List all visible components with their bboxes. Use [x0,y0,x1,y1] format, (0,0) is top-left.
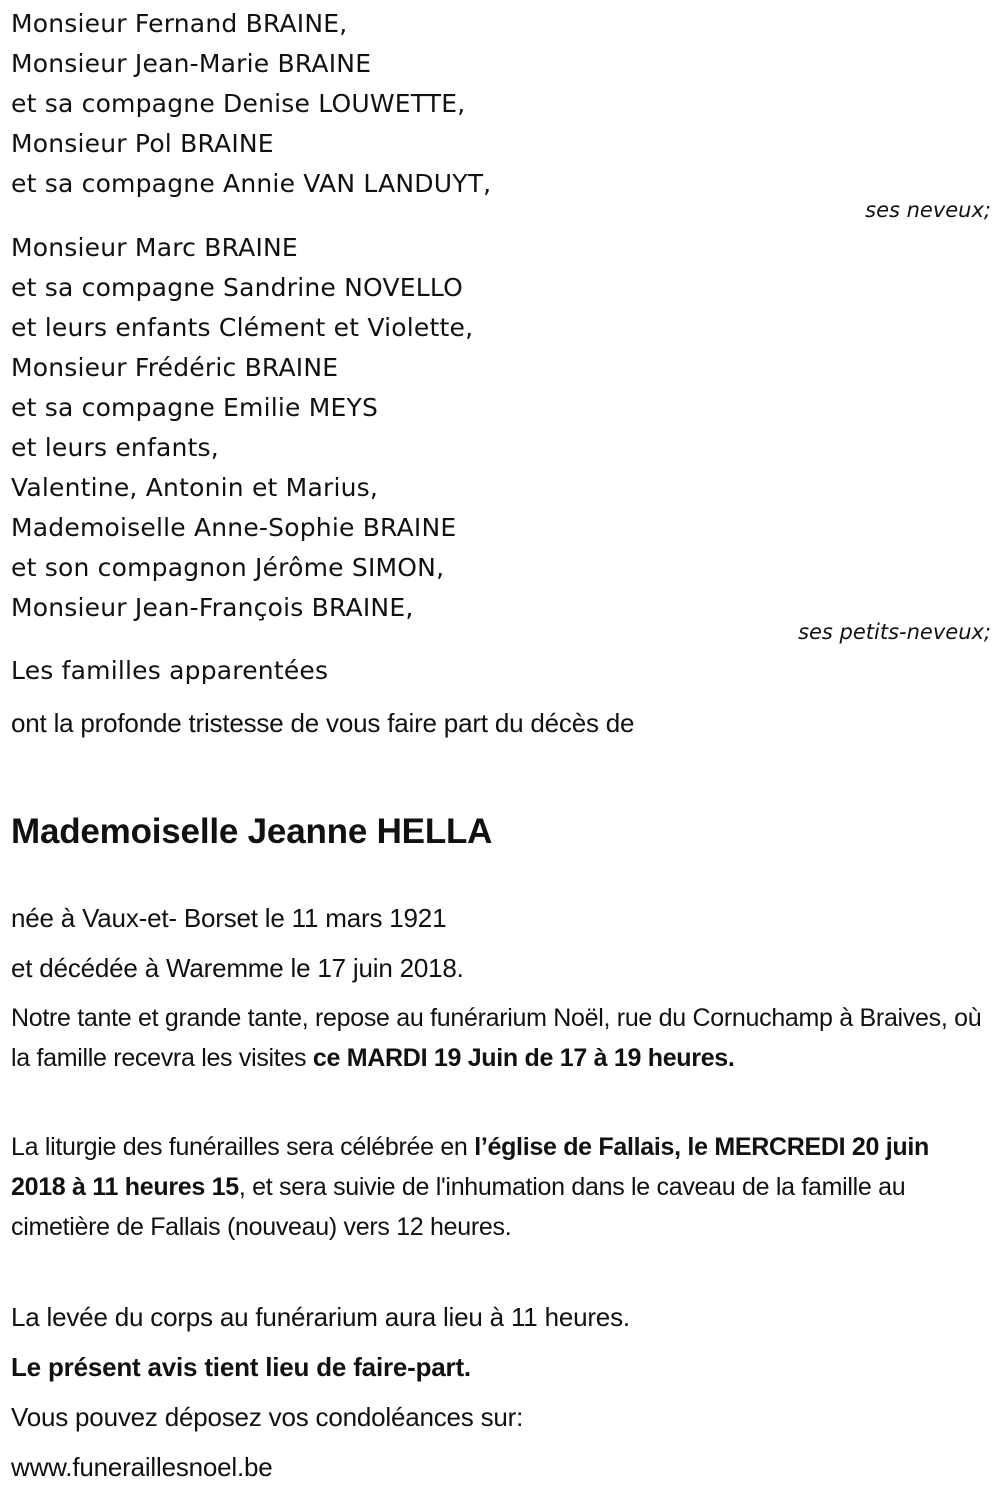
birth-info: née à Vaux-et- Borset le 11 mars 1921 [11,903,447,933]
family-group-nephews [11,4,991,204]
levee-info: La levée du corps au funérarium aura lieu à 11 heures. [11,1302,630,1332]
liturgy-text: La liturgie des funérailles sera célébrée en [11,1133,475,1161]
visitation-text: Notre tante et grande tante, repose au funérarium Noël, rue du Cornuchamp à Braives, où la famille recevra les visites [11,1004,982,1072]
family-line: et leurs enfants Clément et Violette, [11,313,474,342]
family-line: et sa compagne Denise LOUWETTE, [11,89,466,118]
family-line: Monsieur Jean-François BRAINE, [11,593,414,622]
website-link[interactable]: www.funeraillesnoel.be [11,1452,273,1482]
death-info: et décédée à Waremme le 17 juin 2018. [11,953,464,983]
family-line: Monsieur Jean-Marie BRAINE [11,49,372,78]
family-line: et son compagnon Jérôme SIMON, [11,553,445,582]
faire-part-notice: Le présent avis tient lieu de faire-part. [11,1352,471,1382]
family-line: Valentine, Antonin et Marius, [11,473,379,502]
family-line: Mademoiselle Anne-Sophie BRAINE [11,513,457,542]
family-group-grand-nephews [11,228,991,628]
family-line: Monsieur Marc BRAINE [11,233,298,262]
visitation-time: ce MARDI 19 Juin de 17 à 19 heures. [312,1044,735,1072]
family-line: et sa compagne Emilie MEYS [11,393,379,422]
family-line: et sa compagne Annie VAN LANDUYT, [11,169,492,198]
related-families: Les familles apparentées [11,656,329,685]
liturgy-time-place: l’église de Fallais, le MERCREDI 20 juin 2018 à 11 heures 15 [11,1133,929,1201]
family-line: Monsieur Pol BRAINE [11,129,274,158]
family-line: Monsieur Fernand BRAINE, [11,9,348,38]
liturgy-burial: , et sera suivie de l'inhumation dans le caveau de la famille au cimetière de Fallais (nouveau) vers 12 heures. [11,1173,906,1241]
family-line: et sa compagne Sandrine NOVELLO [11,273,464,302]
role-label-grand-nephews: ses petits-neveux; [798,620,991,644]
role-label-nephews: ses neveux; [865,198,991,222]
liturgy-paragraph [11,1127,971,1247]
deceased-name: Mademoiselle Jeanne HELLA [11,812,493,851]
family-line: Monsieur Frédéric BRAINE [11,353,339,382]
family-line: et leurs enfants, [11,433,219,462]
announcement-text: ont la profonde tristesse de vous faire part du décès de [11,708,635,738]
condolences-prompt: Vous pouvez déposez vos condoléances sur: [11,1402,524,1432]
visitation-paragraph [11,998,986,1078]
